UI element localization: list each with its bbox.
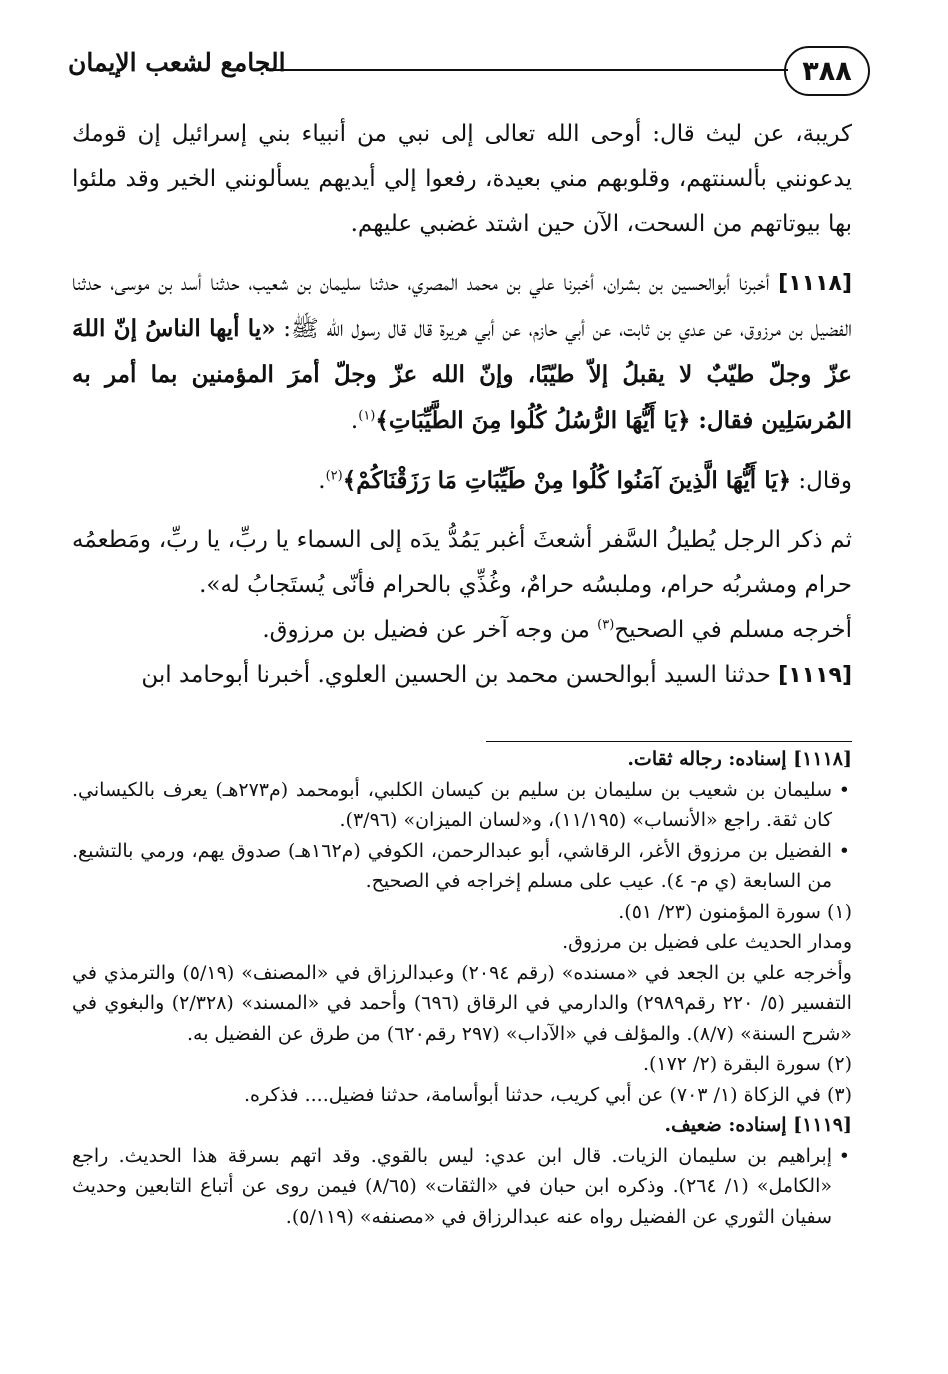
footnote-ref-2[interactable]: (٢) <box>325 468 343 484</box>
wa-qala-label: وقال: <box>798 468 852 494</box>
paragraph-akhraja <box>72 608 852 653</box>
footnote-1118-narrator-2: • الفضيل بن مرزوق الأغر، الرقاشي، أبو عبدالرحمن، الكوفي (م١٦٢هـ) صدوق يهم، ورمي بالتشيع. من السابعة (ي م- ٤). عيب على مسلم إخراجه في الصحيح. <box>72 836 852 897</box>
punctuation: . <box>318 468 326 494</box>
hadith-isnad: أخبرنا أبوالحسين بن بشران، أخبرنا علي بن محمد المصري، حدثنا سليمان بن شعيب، حدثنا أسد بن موسى، حدثنا الفضيل بن مرزوق، عن عدي بن ثابت، عن أبي حازم، عن أبي هريرة قال قال رسول الله ﷺ: <box>72 270 852 342</box>
footnote-ref-3[interactable]: (٣) <box>597 617 615 633</box>
footnote-1118-narrator-1: • سليمان بن شعيب بن سليمان بن سليم بن كيسان الكلبي، أبومحمد (م٢٧٣هـ) يعرف بالكيساني. كان ثقة. راجع «الأنساب» (١١/١٩٥)، و«لسان الميزان» (٣/٩٦). <box>72 775 852 836</box>
akhraja-end: من وجه آخر عن فضيل بن مرزوق. <box>262 617 590 643</box>
footnote-2: (٢) سورة البقرة (٢/ ١٧٢). <box>642 1053 852 1075</box>
book-title: الجامع لشعب الإيمان <box>68 48 286 77</box>
footnote-ref-1[interactable]: (١) <box>358 408 376 424</box>
paragraph-thumma: ثم ذكر الرجل يُطيلُ السَّفر أشعثَ أغبر يَمُدُّ يدَه إلى السماء يا ربِّ، يا ربِّ، ومَطعمُه حرام ومشربُه حرام، وملبسُه حرامٌ، وغُذِّي بالحرام فأنّى يُستَجابُ له». <box>72 527 852 598</box>
hadith-number: [١١١٨] <box>778 271 852 296</box>
punctuation: . <box>350 408 359 434</box>
hadith-1119 <box>72 653 852 698</box>
paragraph-continuation: كريبة، عن ليث قال: أوحى الله تعالى إلى نبي من أنبياء بني إسرائيل إن قومك يدعونني بألسنتهم، وقلوبهم مني بعيدة، رفعوا إلي أيديهم يسألونني الخير وقد ملئوا بها بيوتاتهم من السحت، الآن حين اشتد غضبي عليهم. <box>72 121 852 237</box>
footnote-1-takhrij: وأخرجه علي بن الجعد في «مسنده» (رقم ٢٠٩٤) وعبدالرزاق في «المصنف» (٥/١٩) والترمذي في التفسير (٥/ ٢٢٠ رقم٢٩٨٩) والدارمي في الرقاق (٦٩٦) وأحمد في «المسند» (٢/٣٢٨) والبغوي في «شرح السنة» (٨/٧). والمؤلف في «الآداب» (٢٩٧ رقم٦٢٠) من طرق عن الفضيل به. <box>72 961 852 1045</box>
footnote-1118-heading: [١١١٨] إسناده: رجاله ثقات. <box>627 748 852 770</box>
page-number: ٣٨٨ <box>784 46 870 96</box>
footnote-separator <box>486 741 852 742</box>
hadith-isnad: حدثنا السيد أبوالحسن محمد بن الحسين العلوي. أخبرنا أبوحامد ابن <box>141 662 771 688</box>
hadith-matn: «يا أيها الناسُ إنّ اللهَ عزّ وجلّ طيّبٌ لا يقبلُ إلاّ طيّبًا، وإنّ الله عزّ وجلّ أمرَ المؤمنين بما أمر به المُرسَلِين فقال: ﴿يَا أَيُّهَا الرُّسُلُ كُلُوا مِنَ الطَّيِّبَاتِ﴾ <box>72 315 852 434</box>
main-text <box>72 112 852 698</box>
header-rule <box>266 69 788 71</box>
hadith-number: [١١١٩] <box>778 663 852 688</box>
running-header <box>68 40 870 100</box>
footnotes <box>72 744 852 1232</box>
footnote-1-madar: ومدار الحديث على فضيل بن مرزوق. <box>562 931 852 953</box>
footnote-3: (٣) في الزكاة (١/ ٧٠٣) عن أبي كريب، حدثنا أبوأسامة، حدثنا فضيل.... فذكره. <box>243 1083 852 1106</box>
quran-quote: ﴿يَا أَيُّهَا الَّذِينَ آمَنُوا كُلُوا مِنْ طَيِّبَاتِ مَا رَزَقْنَاكُمْ﴾ <box>342 467 792 494</box>
footnote-1119-heading: [١١١٩] إسناده: ضعيف. <box>664 1114 852 1136</box>
footnote-1: (١) سورة المؤمنون (٢٣/ ٥١). <box>618 900 852 923</box>
akhraja-text: أخرجه مسلم في الصحيح <box>614 617 852 643</box>
paragraph-wa-qala <box>72 458 852 504</box>
hadith-1118 <box>72 261 852 444</box>
footnote-1119-narrator-1: • إبراهيم بن سليمان الزيات. قال ابن عدي: ليس بالقوي. وقد اتهم بسرقة هذا الحديث. راجع «الكامل» (١/ ٢٦٤). وذكره ابن حبان في «الثقات» (٨/٦٥) فيمن روى عن أتباع التابعين وحديث سفيان الثوري عن الفضيل رواه عنه عبدالرزاق في «مصنفه» (٥/١١٩). <box>72 1141 852 1233</box>
